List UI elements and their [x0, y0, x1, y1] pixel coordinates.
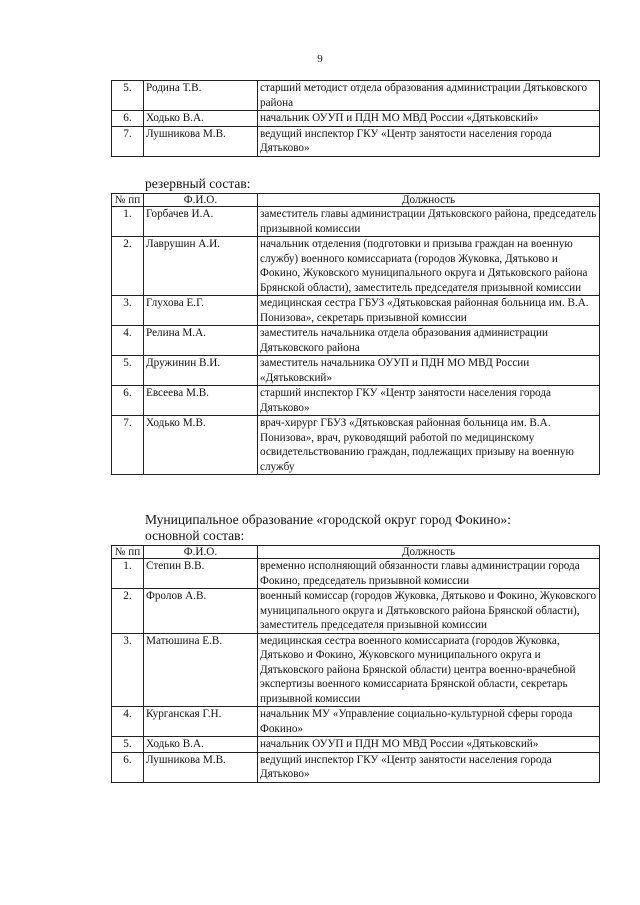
row-number: 7. [112, 126, 144, 156]
table-row [112, 111, 600, 127]
member-position: начальник ОУУП и ПДН МО МВД России «Дятьковский» [258, 111, 600, 127]
member-name: Горбачев И.А. [144, 207, 258, 237]
column-header-name: Ф.И.О. [144, 194, 258, 207]
table-row [112, 356, 600, 386]
table-row [112, 237, 600, 296]
table-row [112, 559, 600, 589]
table-row [112, 386, 600, 416]
member-position: ведущий инспектор ГКУ «Центр занятости населения города Дятьково» [258, 126, 600, 156]
column-header-name: Ф.И.О. [144, 546, 258, 559]
member-position: временно исполняющий обязанности главы администрации города Фокино, председатель призывной комиссии [258, 559, 600, 589]
member-position: начальник МУ «Управление социально-культурной сферы города Фокино» [258, 707, 600, 737]
table-row [112, 326, 600, 356]
member-name: Матюшина Е.В. [144, 633, 258, 707]
member-position: ведущий инспектор ГКУ «Центр занятости населения города Дятьково» [258, 752, 600, 782]
member-position: начальник отделения (подготовки и призыва граждан на военную службу) военного комиссариата (городов Жуковка, Дятьково и Фокино, Жуковского муниципального округа и Дятьковского района Брянской области), заместитель председателя призывной комиссии [258, 237, 600, 296]
member-name: Ходько М.В. [144, 416, 258, 475]
member-name: Лаврушин А.И. [144, 237, 258, 296]
table-row [112, 589, 600, 634]
member-position: заместитель главы администрации Дятьковского района, председатель призывной комиссии [258, 207, 600, 237]
reserve-heading: резервный состав: [145, 176, 251, 191]
continued-members-table [111, 80, 600, 157]
member-name: Лушникова М.В. [144, 752, 258, 782]
member-position: медицинская сестра ГБУЗ «Дятьковская районная больница им. В.А. Понизова», секретарь призывной комиссии [258, 296, 600, 326]
table-header-row [112, 546, 600, 559]
member-name: Ходько В.А. [144, 737, 258, 753]
table-row [112, 707, 600, 737]
member-position: старший инспектор ГКУ «Центр занятости населения города Дятьково» [258, 386, 600, 416]
row-number: 3. [112, 633, 144, 707]
table-row [112, 296, 600, 326]
row-number: 6. [112, 111, 144, 127]
member-position: заместитель начальника ОУУП и ПДН МО МВД России «Дятьковский» [258, 356, 600, 386]
row-number: 5. [112, 737, 144, 753]
column-header-position: Должность [258, 194, 600, 207]
member-name: Лушникова М.В. [144, 126, 258, 156]
member-position: старший методист отдела образования администрации Дятьковского района [258, 81, 600, 111]
main-heading: основной состав: [145, 528, 245, 543]
member-position: заместитель начальника отдела образования администрации Дятьковского района [258, 326, 600, 356]
row-number: 6. [112, 386, 144, 416]
table-row [112, 737, 600, 753]
table-row [112, 126, 600, 156]
row-number: 3. [112, 296, 144, 326]
main-members-table [111, 545, 600, 783]
row-number: 2. [112, 237, 144, 296]
member-name: Ходько В.А. [144, 111, 258, 127]
row-number: 5. [112, 81, 144, 111]
page-number: 9 [317, 53, 323, 65]
row-number: 4. [112, 326, 144, 356]
row-number: 7. [112, 416, 144, 475]
member-name: Степин В.В. [144, 559, 258, 589]
member-name: Евсеева М.В. [144, 386, 258, 416]
table-header-row [112, 194, 600, 207]
member-position: начальник ОУУП и ПДН МО МВД России «Дятьковский» [258, 737, 600, 753]
member-position: военный комиссар (городов Жуковка, Дятьково и Фокино, Жуковского муниципального округа и Дятьковского района Брянской области), заместитель председателя призывной комиссии [258, 589, 600, 634]
reserve-members-table [111, 193, 600, 475]
member-name: Релина М.А. [144, 326, 258, 356]
member-name: Дружинин В.И. [144, 356, 258, 386]
table-row [112, 752, 600, 782]
column-header-number: № пп [112, 194, 144, 207]
member-position: медицинская сестра военного комиссариата (городов Жуковка, Дятьково и Фокино, Жуковского муниципального округа и Дятьковского района Брянской области) центра военно-врачебной экспертизы военного комиссариата Брянской области, секретарь призывной комиссии [258, 633, 600, 707]
member-position: врач-хирург ГБУЗ «Дятьковская районная больница им. В.А. Понизова», врач, руководящий работой по медицинскому освидетельствованию граждан, подлежащих призыву на военную службу [258, 416, 600, 475]
row-number: 6. [112, 752, 144, 782]
member-name: Родина Т.В. [144, 81, 258, 111]
member-name: Фролов А.В. [144, 589, 258, 634]
table-row [112, 633, 600, 707]
table-row [112, 416, 600, 475]
table-row [112, 81, 600, 111]
row-number: 5. [112, 356, 144, 386]
row-number: 1. [112, 559, 144, 589]
column-header-position: Должность [258, 546, 600, 559]
column-header-number: № пп [112, 546, 144, 559]
row-number: 1. [112, 207, 144, 237]
municipality-heading: Муниципальное образование «городской округ город Фокино»: [145, 512, 511, 527]
member-name: Глухова Е.Г. [144, 296, 258, 326]
member-name: Курганская Г.Н. [144, 707, 258, 737]
row-number: 2. [112, 589, 144, 634]
table-row [112, 207, 600, 237]
row-number: 4. [112, 707, 144, 737]
